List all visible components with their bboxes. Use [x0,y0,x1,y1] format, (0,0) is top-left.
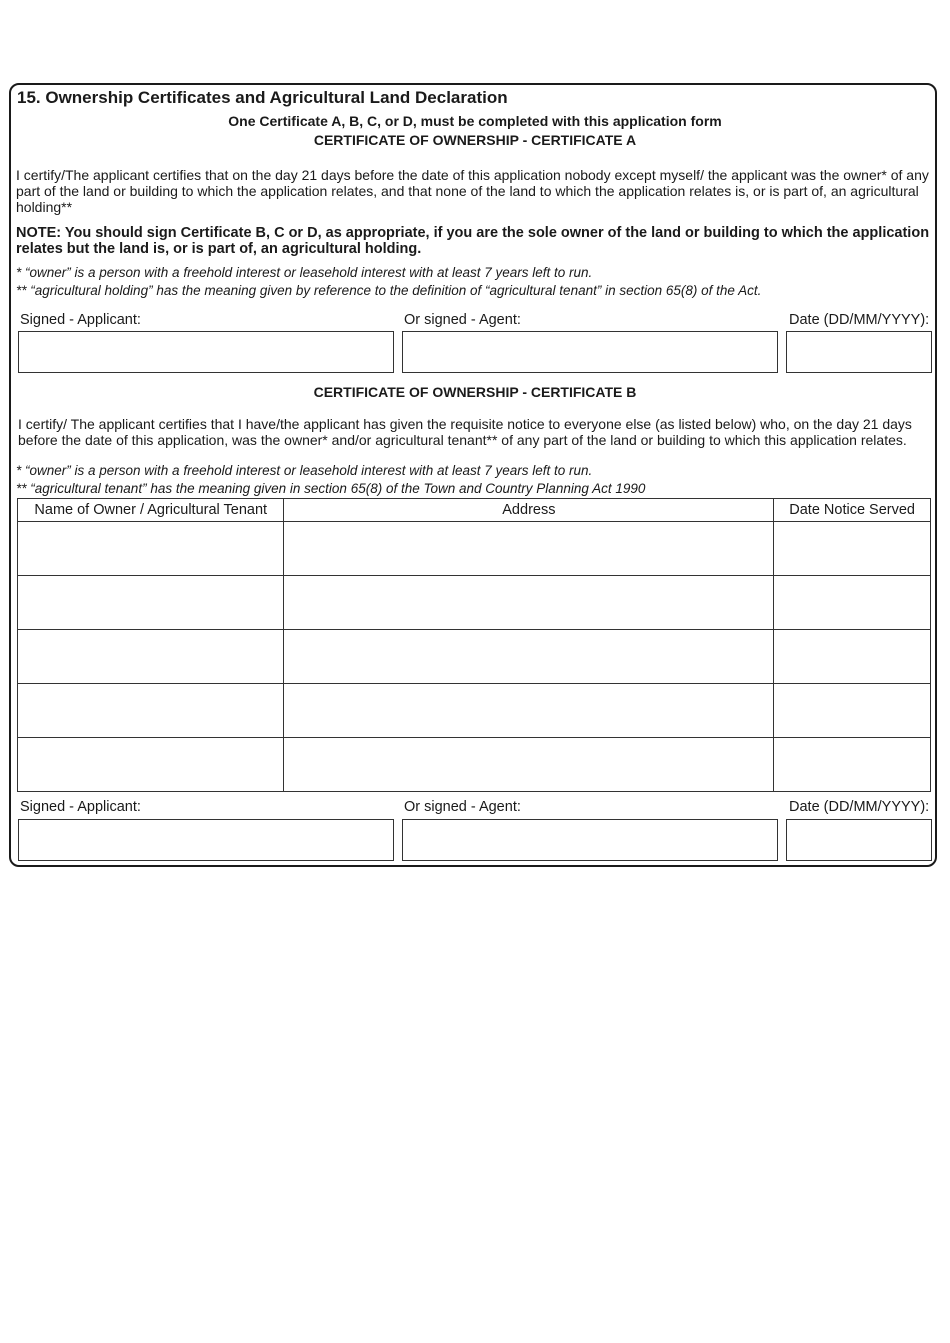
certificate-b-heading: CERTIFICATE OF OWNERSHIP - CERTIFICATE B [313,384,637,400]
certificate-a-note: NOTE: You should sign Certificate B, C or D, as appropriate, if you are the sole owner of the land or building to which the application relates but the land is, or is part of, an agricultural holding. [16,225,930,257]
notice-date-cell[interactable] [774,630,931,684]
signed-agent-label-b: Or signed - Agent: [404,799,521,815]
section-title: 15. Ownership Certificates and Agricultural Land Declaration [17,88,508,107]
column-header-address: Address [284,499,774,522]
signed-applicant-label-b: Signed - Applicant: [20,799,141,815]
owner-address-cell[interactable] [284,576,774,630]
signed-applicant-label-a: Signed - Applicant: [20,312,141,328]
date-field-b[interactable] [786,819,932,861]
table-row [18,522,931,576]
notice-date-cell[interactable] [774,576,931,630]
owner-address-cell[interactable] [284,684,774,738]
table-row [18,684,931,738]
certificate-b-statement: I certify/ The applicant certifies that I have/the applicant has given the requisite notice to everyone else (as listed below) who, on the day 21 days before the date of this application, was the owner* and/or agricultural tenant** of any part of the land or building to which this application relates. [18,416,912,448]
certificate-a-statement: I certify/The applicant certifies that on the day 21 days before the date of this application nobody except myself/ the applicant was the owner* of any part of the land or building to which the application relates, and that none of the land to which the application relates is, or is part of, an agricultural holding** [16,167,929,215]
signed-applicant-field-a[interactable] [18,331,394,373]
owner-name-cell[interactable] [18,630,284,684]
owner-name-cell[interactable] [18,684,284,738]
certificate-a-heading: CERTIFICATE OF OWNERSHIP - CERTIFICATE A [313,132,637,148]
owner-address-cell[interactable] [284,522,774,576]
table-row [18,576,931,630]
owner-name-cell[interactable] [18,738,284,792]
owners-table [17,498,931,792]
notice-date-cell[interactable] [774,738,931,792]
date-label-a: Date (DD/MM/YYYY): [789,312,930,328]
column-header-date-served: Date Notice Served [774,499,931,522]
signed-agent-field-b[interactable] [402,819,778,861]
form-instruction: One Certificate A, B, C, or D, must be completed with this application form [228,113,722,129]
footnote-owner-a: * “owner” is a person with a freehold interest or leasehold interest with at least 7 years left to run. [16,265,593,280]
signed-applicant-field-b[interactable] [18,819,394,861]
owner-address-cell[interactable] [284,630,774,684]
table-row [18,630,931,684]
owner-address-cell[interactable] [284,738,774,792]
footnote-holding-a: ** “agricultural holding” has the meaning given by reference to the definition of “agricultural tenant” in section 65(8) of the Act. [16,283,762,298]
date-field-a[interactable] [786,331,932,373]
owner-name-cell[interactable] [18,522,284,576]
notice-date-cell[interactable] [774,522,931,576]
notice-date-cell[interactable] [774,684,931,738]
table-row [18,738,931,792]
footnote-owner-b: * “owner” is a person with a freehold interest or leasehold interest with at least 7 years left to run. [16,463,593,478]
date-label-b: Date (DD/MM/YYYY): [789,799,930,815]
footnote-tenant-b: ** “agricultural tenant” has the meaning given in section 65(8) of the Town and Country Planning Act 1990 [16,481,646,496]
signed-agent-field-a[interactable] [402,331,778,373]
signed-agent-label-a: Or signed - Agent: [404,312,521,328]
column-header-name: Name of Owner / Agricultural Tenant [18,499,284,522]
owner-name-cell[interactable] [18,576,284,630]
